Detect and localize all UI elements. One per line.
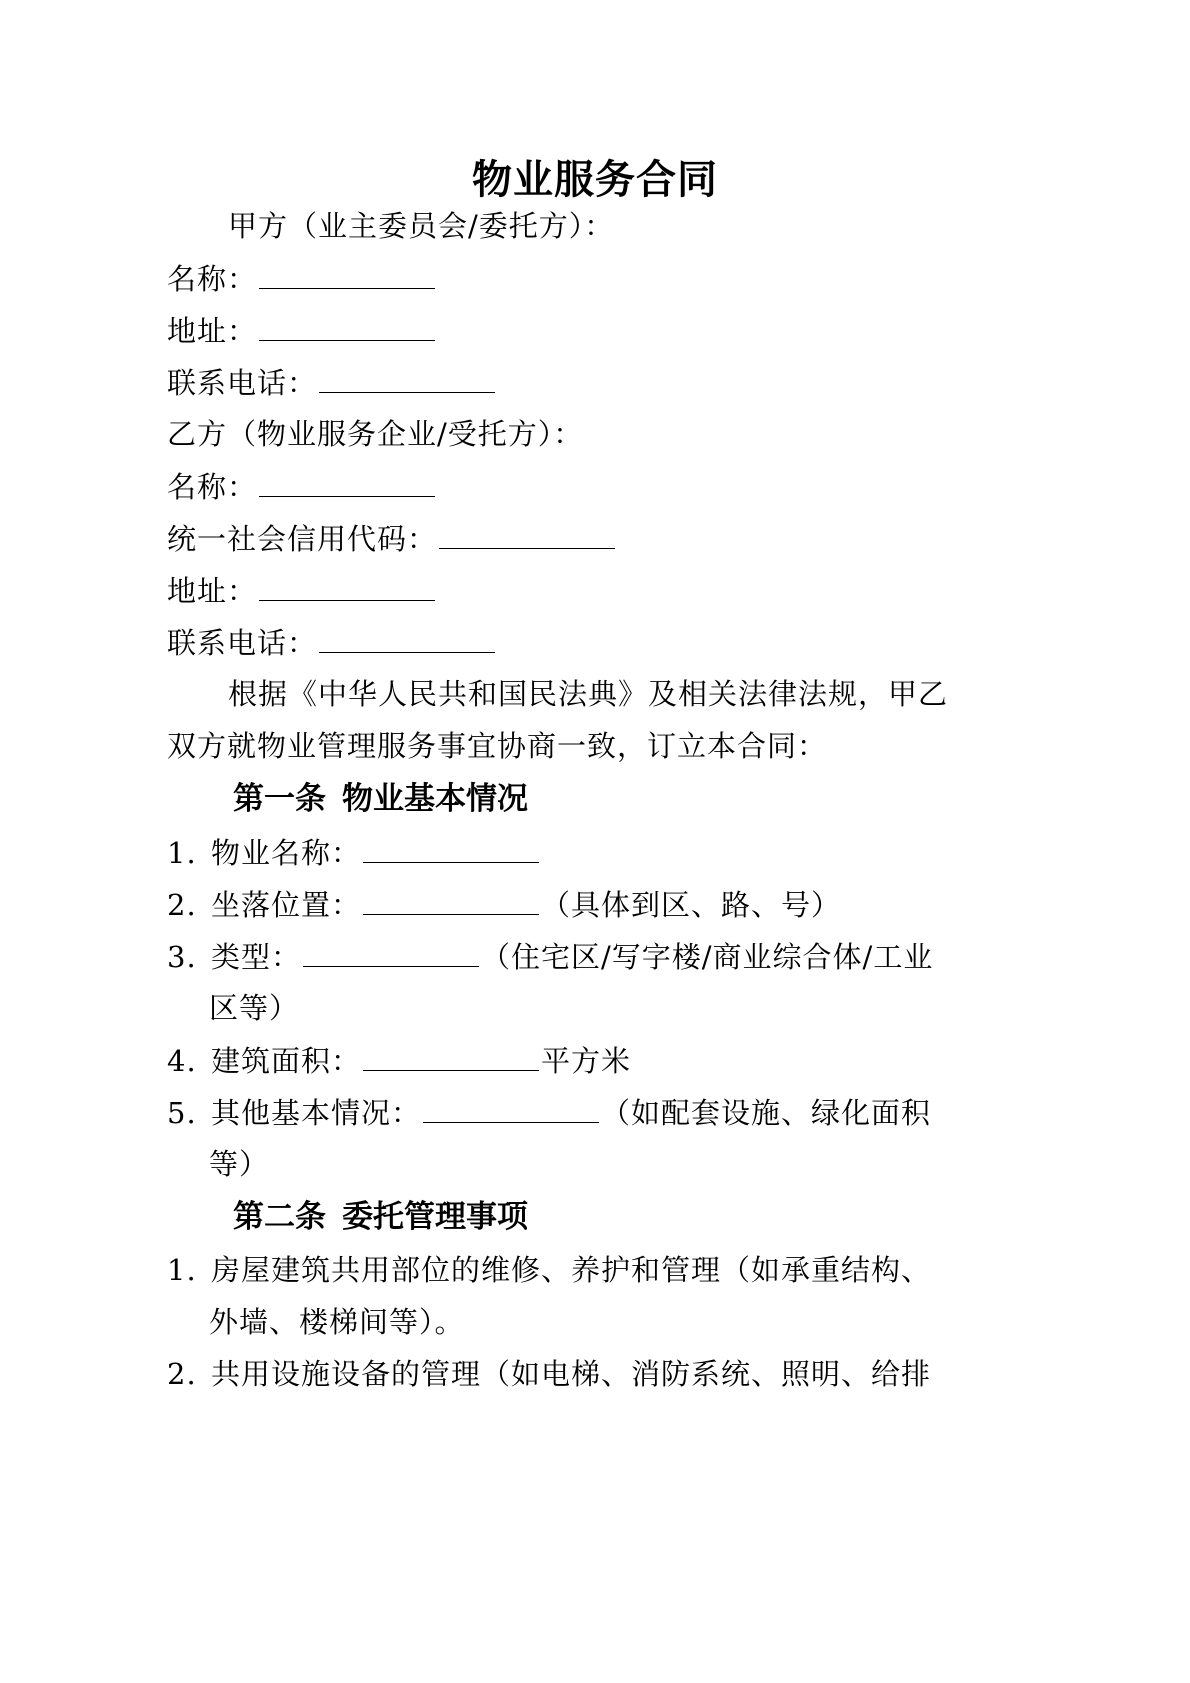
location-label: 坐落位置： xyxy=(211,888,362,922)
list-item-number: 1. xyxy=(167,1253,197,1287)
location-field[interactable] xyxy=(363,884,539,915)
party-a-name-row xyxy=(167,258,437,299)
party-a-phone-label: 联系电话： xyxy=(167,366,318,400)
preamble-line-1: 根据《中华人民共和国民法典》及相关法律法规，甲乙 xyxy=(228,677,949,711)
list-item-number: 4. xyxy=(167,1044,197,1078)
article-1-number: 第一条 xyxy=(233,781,326,817)
article-2-item-1-continuation: 外墙、楼梯间等）。 xyxy=(209,1305,465,1339)
article-2-item-1 xyxy=(167,1250,931,1290)
party-b-credit-code-label: 统一社会信用代码： xyxy=(167,522,438,556)
article-2-title: 委托管理事项 xyxy=(342,1199,528,1235)
document-title: 物业服务合同 xyxy=(472,157,718,203)
party-a-phone-row xyxy=(167,362,497,403)
party-a-address-label: 地址： xyxy=(167,314,258,348)
list-item-number: 3. xyxy=(167,940,197,974)
party-b-name-field[interactable] xyxy=(259,466,435,497)
type-label: 类型： xyxy=(211,940,302,974)
list-item-number: 1. xyxy=(167,836,197,870)
party-a-address-field[interactable] xyxy=(259,310,435,341)
party-b-address-field[interactable] xyxy=(259,570,435,601)
floor-area-unit: 平方米 xyxy=(541,1044,632,1078)
article-2-number: 第二条 xyxy=(233,1199,326,1235)
party-b-heading: 乙方（物业服务企业/受托方）： xyxy=(167,417,584,451)
type-note: （住宅区/写字楼/商业综合体/工业 xyxy=(481,940,934,974)
other-info-field[interactable] xyxy=(423,1092,599,1123)
preamble-line-2: 双方就物业管理服务事宜协商一致，订立本合同： xyxy=(167,729,828,763)
party-b-credit-code-row xyxy=(167,518,617,559)
list-item-number: 5. xyxy=(167,1096,197,1130)
party-b-address-row xyxy=(167,570,437,611)
party-b-credit-code-field[interactable] xyxy=(439,518,615,549)
other-info-note-continuation: 等） xyxy=(209,1147,270,1181)
party-a-name-field[interactable] xyxy=(259,258,435,289)
property-name-field[interactable] xyxy=(363,832,539,863)
list-item-number: 2. xyxy=(167,1357,197,1391)
article-1-item-2 xyxy=(167,884,841,925)
party-a-name-label: 名称： xyxy=(167,262,258,296)
article-2-item-1-text: 房屋建筑共用部位的维修、养护和管理（如承重结构、 xyxy=(211,1253,932,1287)
type-note-continuation: 区等） xyxy=(209,991,300,1025)
article-1-heading xyxy=(233,778,528,820)
party-b-name-label: 名称： xyxy=(167,470,258,504)
article-2-heading xyxy=(233,1196,528,1238)
party-b-phone-row xyxy=(167,622,497,663)
party-b-phone-field[interactable] xyxy=(319,622,495,653)
party-b-address-label: 地址： xyxy=(167,574,258,608)
party-b-phone-label: 联系电话： xyxy=(167,626,318,660)
party-a-address-row xyxy=(167,310,437,351)
article-1-item-3 xyxy=(167,936,933,977)
other-info-label: 其他基本情况： xyxy=(211,1096,422,1130)
property-name-label: 物业名称： xyxy=(211,836,362,870)
article-2-item-2 xyxy=(167,1354,931,1394)
article-1-item-1 xyxy=(167,832,541,873)
article-1-item-5 xyxy=(167,1092,931,1133)
article-2-item-2-text: 共用设施设备的管理（如电梯、消防系统、照明、给排 xyxy=(211,1357,932,1391)
location-note: （具体到区、路、号） xyxy=(541,888,842,922)
party-a-phone-field[interactable] xyxy=(319,362,495,393)
article-1-title: 物业基本情况 xyxy=(342,781,528,817)
party-b-name-row xyxy=(167,466,437,507)
floor-area-label: 建筑面积： xyxy=(211,1044,362,1078)
party-a-heading: 甲方（业主委员会/委托方）： xyxy=(228,209,615,243)
other-info-note: （如配套设施、绿化面积 xyxy=(601,1096,932,1130)
article-1-item-4 xyxy=(167,1040,631,1081)
floor-area-field[interactable] xyxy=(363,1040,539,1071)
type-field[interactable] xyxy=(303,936,479,967)
list-item-number: 2. xyxy=(167,888,197,922)
